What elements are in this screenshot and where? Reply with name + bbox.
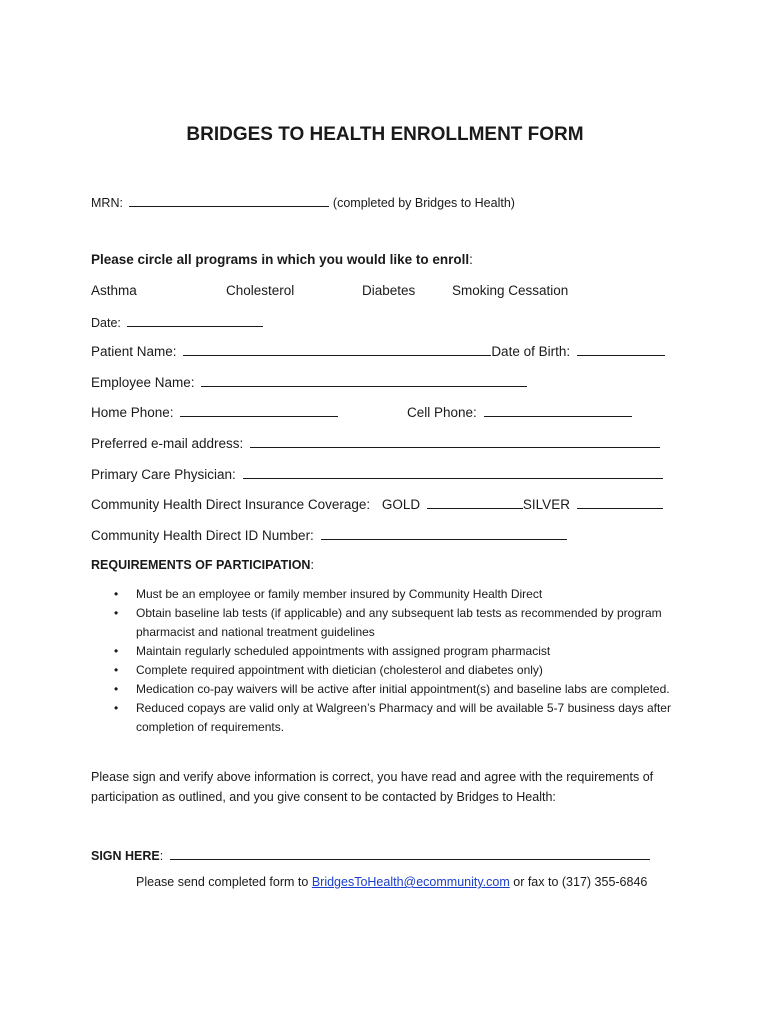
gold-field[interactable] (427, 496, 523, 509)
patient-name-label: Patient Name: (91, 344, 177, 359)
list-item: • Complete required appointment with dietician (cholesterol and diabetes only) (114, 661, 674, 680)
sign-label: SIGN HERE (91, 849, 160, 863)
footer-instructions (136, 875, 647, 889)
home-phone-row (91, 404, 338, 420)
mrn-note: (completed by Bridges to Health) (332, 196, 515, 210)
program-option-smoking-cessation[interactable]: Smoking Cessation (452, 283, 569, 298)
gold-label: GOLD (381, 497, 421, 512)
requirements-list (114, 585, 674, 737)
bullet-icon: • (114, 587, 119, 601)
bullet-icon: • (114, 682, 119, 696)
email-field[interactable] (250, 435, 660, 448)
id-number-label: Community Health Direct ID Number: (91, 528, 314, 543)
mrn-field[interactable] (129, 194, 329, 207)
patient-name-field[interactable] (183, 343, 491, 356)
programs-heading: Please circle all programs in which you would like to enroll: (91, 252, 473, 267)
bullet-icon: • (114, 644, 119, 658)
list-item: • Medication co-pay waivers will be active after initial appointment(s) and baseline labs are completed. (114, 680, 674, 699)
bullet-icon: • (114, 701, 119, 715)
consent-paragraph: Please sign and verify above information is correct, you have read and agree with the requirements of participation as outlined, and you give consent to be contacted by Bridges to Health: (91, 770, 654, 804)
footer-suffix: or fax to (317) 355-6846 (513, 875, 648, 889)
email-link[interactable]: BridgesToHealth@ecommunity.com (311, 875, 510, 889)
date-row (91, 314, 263, 330)
physician-field[interactable] (243, 466, 663, 479)
cell-phone-row (407, 404, 632, 420)
date-of-birth-label: Date of Birth: (491, 344, 571, 359)
patient-row (91, 343, 665, 359)
bullet-icon: • (114, 663, 119, 677)
coverage-label: Community Health Direct Insurance Coverage: (91, 497, 371, 512)
employee-row (91, 374, 527, 390)
home-phone-label: Home Phone: (91, 405, 174, 420)
mrn-row (91, 194, 515, 210)
footer-prefix: Please send completed form to (136, 875, 309, 889)
list-item: • Reduced copays are valid only at Walgreen’s Pharmacy and will be available 5-7 business days after completion of requirements. (114, 701, 671, 734)
signature-field[interactable] (170, 847, 650, 860)
silver-label: SILVER (522, 497, 570, 512)
id-number-row (91, 527, 567, 543)
mrn-label: MRN: (91, 196, 123, 210)
date-of-birth-field[interactable] (577, 343, 665, 356)
form-title: BRIDGES TO HEALTH ENROLLMENT FORM (186, 124, 584, 145)
home-phone-field[interactable] (180, 404, 338, 417)
requirements-heading: REQUIREMENTS OF PARTICIPATION: (91, 558, 314, 572)
employee-name-field[interactable] (201, 374, 527, 387)
email-row (91, 435, 660, 451)
list-item: • Must be an employee or family member insured by Community Health Direct (114, 585, 674, 604)
coverage-row (91, 496, 663, 512)
email-label: Preferred e-mail address: (91, 436, 244, 451)
id-number-field[interactable] (321, 527, 567, 540)
cell-phone-label: Cell Phone: (407, 405, 477, 420)
date-field[interactable] (127, 314, 263, 327)
date-label: Date: (91, 316, 121, 330)
list-item: • Maintain regularly scheduled appointments with assigned program pharmacist (114, 642, 674, 661)
list-item: • Obtain baseline lab tests (if applicable) and any subsequent lab tests as recommended by program pharmacist and national treatment guidelines (114, 606, 662, 639)
employee-name-label: Employee Name: (91, 375, 195, 390)
cell-phone-field[interactable] (484, 404, 632, 417)
program-option-asthma[interactable]: Asthma (91, 283, 137, 298)
bullet-icon: • (114, 606, 119, 620)
physician-label: Primary Care Physician: (91, 467, 236, 482)
program-option-diabetes[interactable]: Diabetes (362, 283, 416, 298)
physician-row (91, 466, 663, 482)
sign-row: SIGN HERE: (91, 847, 650, 863)
program-option-cholesterol[interactable]: Cholesterol (226, 283, 295, 298)
silver-field[interactable] (577, 496, 663, 509)
